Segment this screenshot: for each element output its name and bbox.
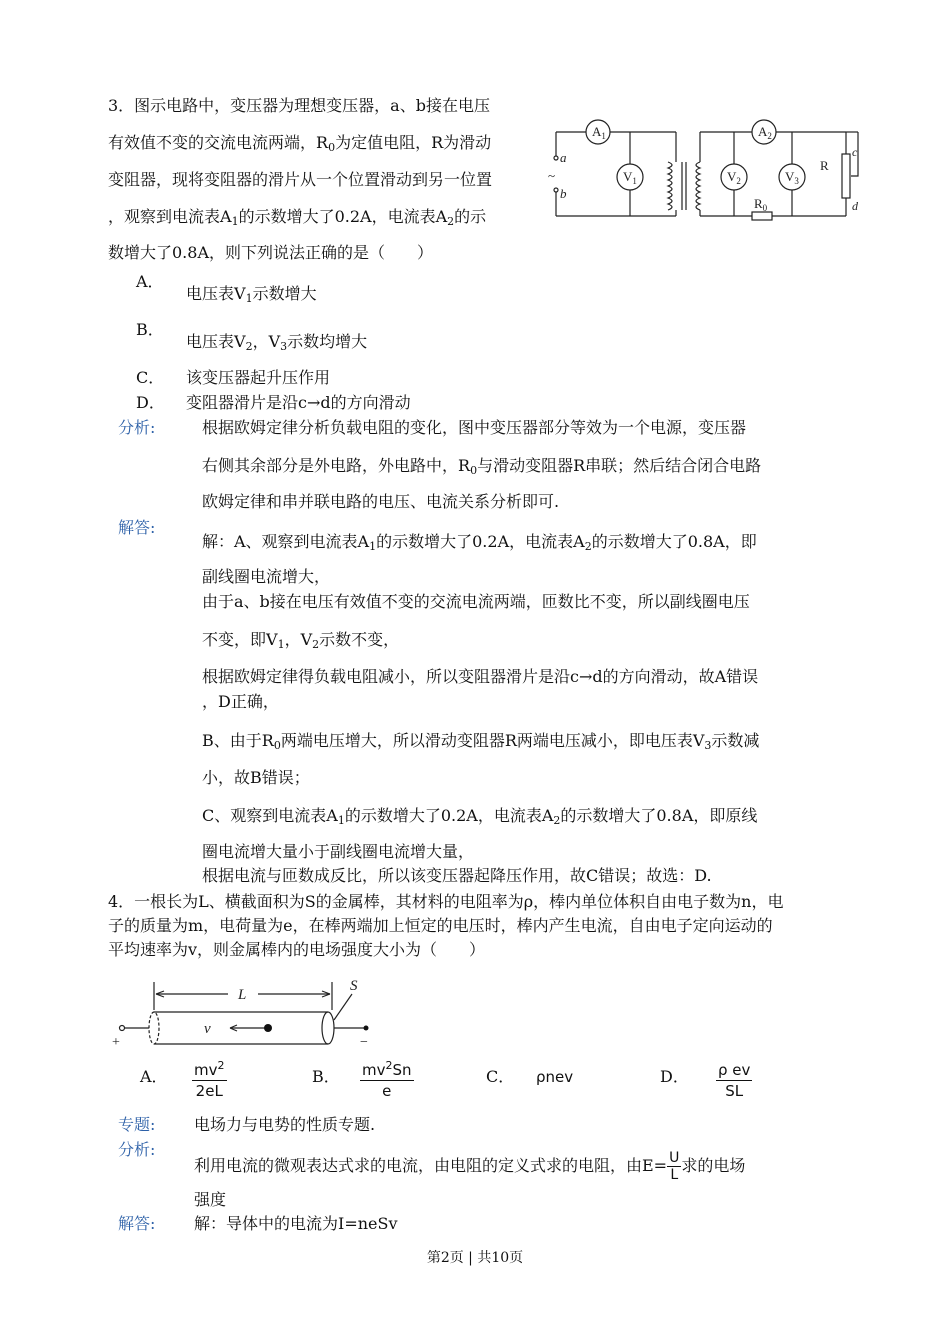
q3-stem-line-3: 变阻器，现将变阻器的滑片从一个位置滑动到另一位置 bbox=[108, 170, 493, 189]
q3-stem-line-5: 数增大了0.8A，则下列说法正确的是（ ） bbox=[108, 243, 434, 262]
q4-option-b-letter: B． bbox=[312, 1067, 340, 1086]
q4-stem-line-1: 4．一根长为L、横截面积为S的金属棒，其材料的电阻率为ρ，棒内单位体积自由电子数为n，电 bbox=[108, 892, 784, 911]
q4-analysis-line-2: 强度 bbox=[194, 1190, 227, 1209]
negative-terminal-label: − bbox=[360, 1035, 368, 1050]
q3-option-c-text: 该变压器起升压作用 bbox=[186, 368, 331, 387]
rod-area-label: S bbox=[350, 978, 358, 994]
q3-analysis-line-3: 欧姆定律和串并联电路的电压、电流关系分析即可. bbox=[202, 492, 560, 511]
q3-answer-line-10: 圈电流增大量小于副线圈电流增大量， bbox=[202, 842, 475, 861]
ammeter-a2-label: $A_2$ bbox=[758, 124, 772, 141]
q4-option-b-fraction: $\frac{mv^2Sn}{e}$ bbox=[362, 1059, 412, 1100]
q3-stem-line-4: ，观察到电流表$A_1$的示数增大了0.2A，电流表$A_2$的示 bbox=[108, 207, 487, 228]
q4-analysis-label: 分析: bbox=[118, 1140, 156, 1159]
q4-topic-text: 电场力与电势的性质专题. bbox=[194, 1115, 376, 1134]
q3-option-d-text: 变阻器滑片是沿c→d的方向滑动 bbox=[186, 393, 411, 412]
resistor-r0-label: $R_0$ bbox=[754, 196, 768, 213]
voltmeter-v1-label: $V_1$ bbox=[623, 169, 637, 186]
q4-option-d-letter: D． bbox=[660, 1067, 689, 1086]
q3-analysis-label: 分析: bbox=[118, 418, 156, 437]
voltmeter-v2-label: $V_2$ bbox=[727, 169, 741, 186]
q4-analysis-fraction: $\frac{U}{L}$ bbox=[669, 1150, 680, 1183]
q3-option-b-letter: B． bbox=[136, 320, 164, 339]
q4-option-d-fraction: $\frac{\text{ρ ev}}{SL}$ bbox=[718, 1061, 751, 1100]
q4-stem-line-2: 子的质量为m，电荷量为e，在棒两端加上恒定的电压时，棒内产生电流，自由电子定向运动的 bbox=[108, 916, 773, 935]
q3-answer-line-5: 根据欧姆定律得负载电阻减小，所以变阻器滑片是沿c→d的方向滑动，故A错误 bbox=[202, 667, 759, 686]
q3-option-d-letter: D． bbox=[136, 393, 165, 412]
q3-circuit-diagram bbox=[546, 118, 866, 230]
q3-analysis-line-2: 右侧其余部分是外电路，外电路中，$R_0$与滑动变阻器R串联；然后结合闭合电路 bbox=[202, 456, 762, 477]
electron-velocity-label: v bbox=[204, 1021, 211, 1037]
q4-option-a-fraction: $\frac{mv^2}{2eL}$ bbox=[194, 1059, 225, 1100]
q3-option-a-letter: A． bbox=[136, 272, 164, 291]
q3-option-b-text: 电压表$V_2$，$V_3$示数均增大 bbox=[186, 332, 368, 353]
q4-option-c-text: ρnev bbox=[536, 1068, 574, 1086]
q4-stem-line-3: 平均速率为v，则金属棒内的电场强度大小为（ ） bbox=[108, 940, 486, 959]
terminal-b-label: b bbox=[560, 186, 567, 201]
page-footer: 第2页 | 共10页 bbox=[426, 1250, 524, 1266]
q3-stem-line-2: 有效值不变的交流电流两端，$R_0$为定值电阻，R为滑动 bbox=[108, 133, 492, 154]
q4-option-a-letter: A． bbox=[140, 1067, 168, 1086]
q3-answer-line-8: 小，故B错误； bbox=[202, 768, 310, 787]
q3-answer-line-1: 解：A、观察到电流表$A_1$的示数增大了0.2A，电流表$A_2$的示数增大了0.8A，即 bbox=[202, 532, 757, 553]
rod-length-label: L bbox=[238, 987, 247, 1003]
slider-c-label: c bbox=[852, 145, 858, 159]
q3-answer-line-7: B、由于$R_0$两端电压增大，所以滑动变阻器R两端电压减小，即电压表$V_3$示数减 bbox=[202, 731, 760, 752]
q3-option-c-letter: C． bbox=[136, 368, 165, 387]
q3-option-a-text: 电压表$V_1$示数增大 bbox=[186, 284, 317, 305]
q4-answer-label: 解答: bbox=[118, 1214, 156, 1233]
rheostat-r-label: R bbox=[820, 158, 829, 173]
slider-d-label: d bbox=[852, 199, 858, 213]
q3-answer-line-3: 由于a、b接在电压有效值不变的交流电流两端，匝数比不变，所以副线圈电压 bbox=[202, 592, 750, 611]
q4-option-c-letter: C． bbox=[486, 1067, 515, 1086]
q4-analysis-line-1: 利用电流的微观表达式求的电流，由电阻的定义式求的电阻，由E= $\frac{U}{L}$ 求的电场 bbox=[194, 1150, 746, 1183]
ammeter-a1-label: $A_1$ bbox=[592, 124, 606, 141]
q3-answer-label: 解答: bbox=[118, 518, 156, 537]
q4-metal-rod-figure bbox=[108, 972, 398, 1050]
q4-answer-line-1: 解：导体中的电流为I=neSv bbox=[194, 1214, 398, 1233]
q3-answer-line-11: 根据电流与匝数成反比，所以该变压器起降压作用，故C错误；故选：D. bbox=[202, 866, 712, 885]
voltmeter-v3-label: $V_3$ bbox=[785, 169, 799, 186]
q3-answer-line-2: 副线圈电流增大， bbox=[202, 567, 331, 586]
q3-answer-line-9: C、观察到电流表$A_1$的示数增大了0.2A，电流表$A_2$的示数增大了0.8A，即原线 bbox=[202, 806, 758, 827]
ac-source-symbol: ~ bbox=[548, 168, 556, 183]
q3-analysis-line-1: 根据欧姆定律分析负载电阻的变化，图中变压器部分等效为一个电源，变压器 bbox=[202, 418, 747, 437]
q3-stem-line-1: 3．图示电路中，变压器为理想变压器，a、b接在电压 bbox=[108, 96, 490, 115]
q4-topic-label: 专题: bbox=[118, 1115, 156, 1134]
q3-answer-line-6: ，D正确， bbox=[202, 692, 279, 711]
q3-answer-line-4: 不变，即$V_1$，$V_2$示数不变， bbox=[202, 630, 400, 651]
positive-terminal-label: + bbox=[112, 1035, 120, 1050]
terminal-a-label: a bbox=[560, 150, 567, 165]
